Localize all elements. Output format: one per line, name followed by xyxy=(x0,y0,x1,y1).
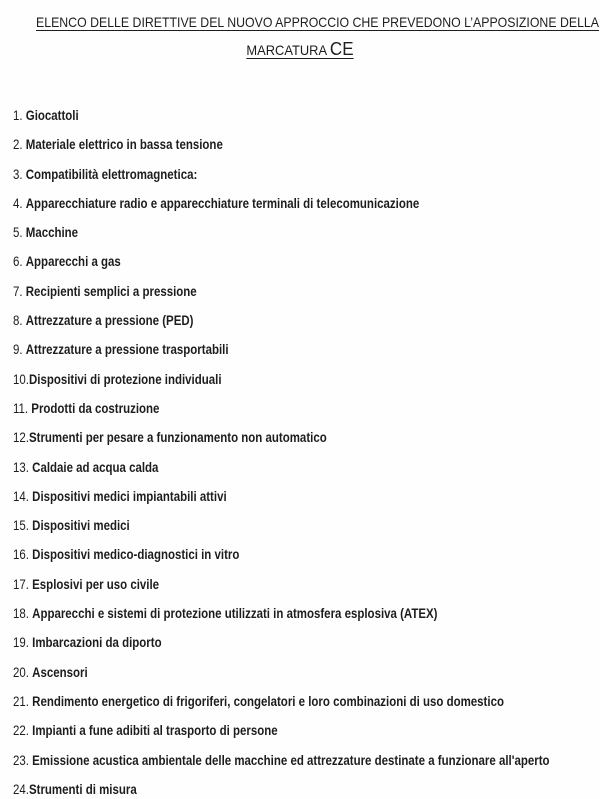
item-number: 20. xyxy=(13,664,33,680)
item-number: 3. xyxy=(13,166,26,182)
item-text: Macchine xyxy=(25,225,79,241)
list-item xyxy=(13,285,512,299)
item-number: 15. xyxy=(13,518,33,534)
item-number: 23. xyxy=(13,752,33,768)
document-title xyxy=(0,0,600,64)
title-line-1: ELENCO DELLE DIRETTIVE DEL NUOVO APPROCCIO CHE PREVEDONO L’APPOSIZIONE DELLA xyxy=(36,14,599,30)
item-text: Imbarcazioni da diporto xyxy=(32,635,162,651)
item-text: Dispositivi medici xyxy=(32,518,130,534)
item-text: Apparecchi a gas xyxy=(25,254,121,270)
list-item xyxy=(13,138,512,152)
item-number: 13. xyxy=(13,459,33,475)
item-text: Dispositivi medico-diagnostici in vitro xyxy=(32,547,240,563)
list-item xyxy=(13,402,512,416)
item-number: 22. xyxy=(13,723,33,739)
item-text: Strumenti per pesare a funzionamento non automatico xyxy=(28,430,327,446)
list-item xyxy=(13,197,512,211)
list-item xyxy=(13,607,512,621)
list-item xyxy=(13,314,512,328)
item-text: Prodotti da costruzione xyxy=(31,400,160,416)
item-number: 6. xyxy=(13,254,26,270)
item-text: Giocattoli xyxy=(25,108,79,123)
item-number: 1. xyxy=(13,108,26,123)
item-text: Compatibilità elettromagnetica: xyxy=(25,166,198,182)
list-item xyxy=(13,461,512,475)
list-item xyxy=(13,255,512,269)
item-number: 12. xyxy=(13,430,29,446)
list-item xyxy=(13,226,512,240)
item-number: 11. xyxy=(13,400,32,416)
item-text: Attrezzature a pressione (PED) xyxy=(25,313,194,329)
list-item xyxy=(13,578,512,592)
item-text: Recipienti semplici a pressione xyxy=(25,283,197,299)
list-item xyxy=(13,666,512,680)
item-text: Attrezzature a pressione trasportabili xyxy=(25,342,229,358)
list-item xyxy=(13,373,512,387)
list-item xyxy=(13,109,512,123)
item-number: 21. xyxy=(13,693,33,709)
list-item xyxy=(13,783,512,797)
list-item xyxy=(13,752,550,768)
item-text: Dispositivi medici impiantabili attivi xyxy=(32,488,227,504)
item-text: Rendimento energetico di frigoriferi, congelatori e loro combinazioni di uso domestico xyxy=(32,693,504,709)
item-number: 9. xyxy=(13,342,26,358)
item-number: 14. xyxy=(13,488,33,504)
item-text: Esplosivi per uso civile xyxy=(32,576,160,592)
ce-mark-text: CE xyxy=(329,38,354,59)
item-number: 8. xyxy=(13,313,26,329)
list-item xyxy=(13,548,512,562)
item-number: 4. xyxy=(13,195,26,211)
item-text: Apparecchiature radio e apparecchiature terminali di telecomunicazione xyxy=(25,195,420,211)
list-item xyxy=(13,636,512,650)
item-text: Impianti a fune adibiti al trasporto di persone xyxy=(32,723,278,739)
item-number: 24. xyxy=(13,781,29,797)
list-item xyxy=(13,168,512,182)
item-number: 17. xyxy=(13,576,33,592)
list-item xyxy=(13,724,512,738)
list-item xyxy=(13,490,512,504)
directives-list xyxy=(13,109,600,796)
item-text: Strumenti di misura xyxy=(28,781,137,797)
title-line-2 xyxy=(24,35,576,64)
item-text: Emissione acustica ambientale delle macchine ed attrezzature destinate a funzionare all'aperto xyxy=(32,752,550,768)
item-text: Caldaie ad acqua calda xyxy=(32,459,159,475)
list-item xyxy=(13,695,512,709)
item-text: Dispositivi di protezione individuali xyxy=(28,371,222,387)
item-text: Materiale elettrico in bassa tensione xyxy=(25,137,223,153)
item-number: 7. xyxy=(13,283,26,299)
item-number: 2. xyxy=(13,137,26,153)
item-number: 10. xyxy=(13,371,29,387)
item-number: 16. xyxy=(13,547,33,563)
item-number: 5. xyxy=(13,225,26,241)
item-text: Ascensori xyxy=(32,664,88,680)
list-item xyxy=(13,519,512,533)
title-line2-text: MARCATURA xyxy=(246,42,330,58)
list-item xyxy=(13,431,512,445)
item-number: 18. xyxy=(13,606,33,622)
item-text: Apparecchi e sistemi di protezione utilizzati in atmosfera esplosiva (ATEX) xyxy=(32,606,438,622)
list-item xyxy=(13,343,512,357)
item-number: 19. xyxy=(13,635,33,651)
